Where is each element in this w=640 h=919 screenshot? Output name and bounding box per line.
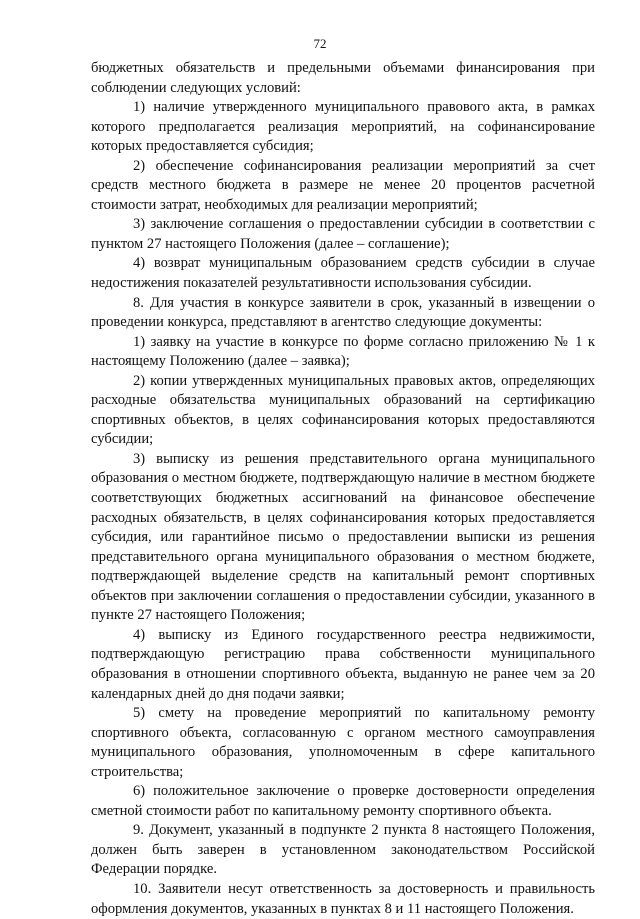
paragraph-clause-9: 9. Документ, указанный в подпункте 2 пункта 8 настоящего Положения, должен быть заверен в установленном законодательством Российской Федерации порядке. <box>91 822 595 878</box>
paragraph-document-5: 5) смету на проведение мероприятий по капитальному ремонту спортивного объекта, согласованную с органом местного самоуправления муниципального образования, уполномоченным в сфере капитального строительства; <box>91 705 595 780</box>
paragraph-document-3: 3) выписку из решения представительного органа муниципального образования о местном бюджете, подтверждающую наличие в местном бюджете соответствующих бюджетных ассигнований на финансовое обеспечение расходных обязательств, в целях софинансирования которых предоставляется субсидия, или гарантийное письмо о предоставлении выписки из решения представительного органа муниципального образования о местном бюджете, подтверждающей выделение средств на капитальный ремонт спортивных объектов при заключении соглашения о предоставлении субсидии, указанного в пункте 27 настоящего Положения; <box>91 450 595 624</box>
paragraph-document-6: 6) положительное заключение о проверке достоверности определения сметной стоимости работ по капитальному ремонту спортивного объекта. <box>91 783 595 819</box>
document-body <box>91 59 595 919</box>
paragraph-clause-10: 10. Заявители несут ответственность за достоверность и правильность оформления документов, указанных в пунктах 8 и 11 настоящего Положения. <box>91 880 595 917</box>
paragraph-document-4: 4) выписку из Единого государственного реестра недвижимости, подтверждающую регистрацию права собственности муниципального образования в отношении спортивного объекта, выданную не ранее чем за 20 календарных дней до дня подачи заявки; <box>91 626 595 702</box>
paragraph-continuation: бюджетных обязательств и предельными объемами финансирования при соблюдении следующих условий: <box>91 60 595 96</box>
paragraph-clause-8: 8. Для участия в конкурсе заявители в срок, указанный в извещении о проведении конкурса, представляют в агентство следующие документы: <box>91 294 595 331</box>
paragraph-document-1: 1) заявку на участие в конкурсе по форме согласно приложению № 1 к настоящему Положению (далее – заявка); <box>91 333 595 370</box>
paragraph-condition-3: 3) заключение соглашения о предоставлении субсидии в соответствии с пунктом 27 настоящего Положения (далее – соглашение); <box>91 216 595 252</box>
page-number: 72 <box>313 36 327 51</box>
paragraph-condition-2: 2) обеспечение софинансирования реализации мероприятий за счет средств местного бюджета в размере не менее 20 процентов расчетной стоимости затрат, необходимых для реализации мероприятий; <box>91 157 595 213</box>
paragraph-condition-1: 1) наличие утвержденного муниципального правового акта, в рамках которого предполагается реализация мероприятий, на софинансирование которых предоставляется субсидия; <box>91 99 595 155</box>
paragraph-condition-4: 4) возврат муниципальным образованием средств субсидии в случае недостижения показателей результативности использования субсидии. <box>91 255 595 292</box>
paragraph-document-2: 2) копии утвержденных муниципальных правовых актов, определяющих расходные обязательства муниципальных образований на сертификацию спортивных объектов, в целях софинансирования которых предоставляются субсидии; <box>91 372 595 448</box>
